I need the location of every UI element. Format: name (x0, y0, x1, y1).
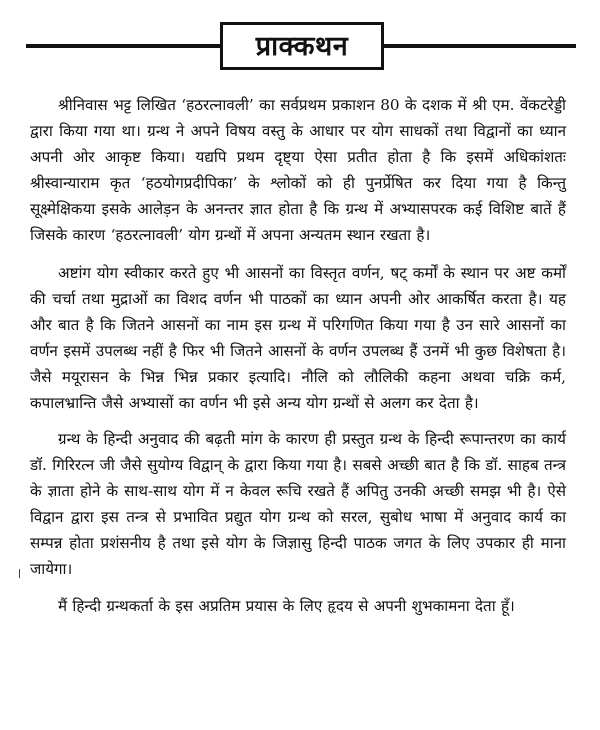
title-box (220, 22, 384, 70)
paragraph-2: अष्टांग योग स्वीकार करते हुए भी आसनों का विस्तृत वर्णन, षट् कर्मों के स्थान पर अष्ट कर्मों की चर्चा तथा मुद्राओं का विशद वर्णन भी पाठकों का ध्यान अपनी ओर आकर्षित करता है। यह और बात है कि जितने आसनों का नाम इस ग्रन्थ में परिगणित किया गया है उन सारे आसनों का वर्णन इसमें उपलब्ध नहीं है फिर भी जितने आसनों के वर्णन उपलब्ध हैं उनमें भी कुछ विशेषता है। जैसे मयूरासन के भिन्न भिन्न प्रकार इत्यादि। नौलि को लौलिकी कहना अथवा चक्रि कर्म, कपालभ्रान्ति जैसे अभ्यासों का वर्णन भी इसे अन्य योग ग्रन्थों से अलग कर देता है। (30, 264, 566, 412)
paragraph-1: श्रीनिवास भट्ट लिखित ‘हठरत्नावली’ का सर्वप्रथम प्रकाशन 80 के दशक में श्री एम. वेंकटरेड्डी द्वारा किया गया था। ग्रन्थ ने अपने विषय वस्तु के आधार पर योग साधकों तथा विद्वानों का ध्यान अपनी ओर आकृष्ट किया। यद्यपि प्रथम दृष्ट्या ऐसा प्रतीत होता है कि इसमें अधिकांशतः श्रीस्वान्याराम कृत ‘हठयोगप्रदीपिका’ के श्लोकों को ही पुनर्प्रेषित कर दिया गया है किन्तु सूक्ष्मेक्षिकया इसके आलेड़न के अनन्तर ज्ञात होता है कि ग्रन्थ में अभ्यासपरक कई विशिष्ट बातें हैं जिसके कारण ‘हठरत्नावली’ योग ग्रन्थों में अपना अन्यतम स्थान रखता है। (30, 96, 566, 244)
page-title: प्राक्कथन (255, 30, 349, 62)
title-header (0, 16, 600, 76)
paragraph-3: ग्रन्थ के हिन्दी अनुवाद की बढ़ती मांग के कारण ही प्रस्तुत ग्रन्थ के हिन्दी रूपान्तरण का कार्य डॉ. गिरिरत्न जी जैसे सुयोग्य विद्वान् के द्वारा किया गया है। सबसे अच्छी बात है कि डॉ. साहब तन्त्र के ज्ञाता होने के साथ-साथ योग में न केवल रूचि रखते हैं अपितु उनकी अच्छी समझ भी है। ऐसे विद्वान द्वारा इस तन्त्र से प्रभावित प्रद्युत योग ग्रन्थ को सरल, सुबोध भाषा में अनुवाद कार्य का सम्पन्न होता प्रशंसनीय है तथा इसे योग के जिज्ञासु हिन्दी पाठक जगत के लिए उपकार ही माना जायेगा। (30, 430, 566, 578)
margin-mark (19, 569, 24, 578)
title-rule-left (26, 44, 220, 48)
title-rule-right (384, 44, 576, 48)
preface-body (30, 92, 566, 631)
paragraph-4: मैं हिन्दी ग्रन्थकर्ता के इस अप्रतिम प्रयास के लिए हृदय से अपनी शुभकामना देता हूँ। (58, 597, 515, 615)
